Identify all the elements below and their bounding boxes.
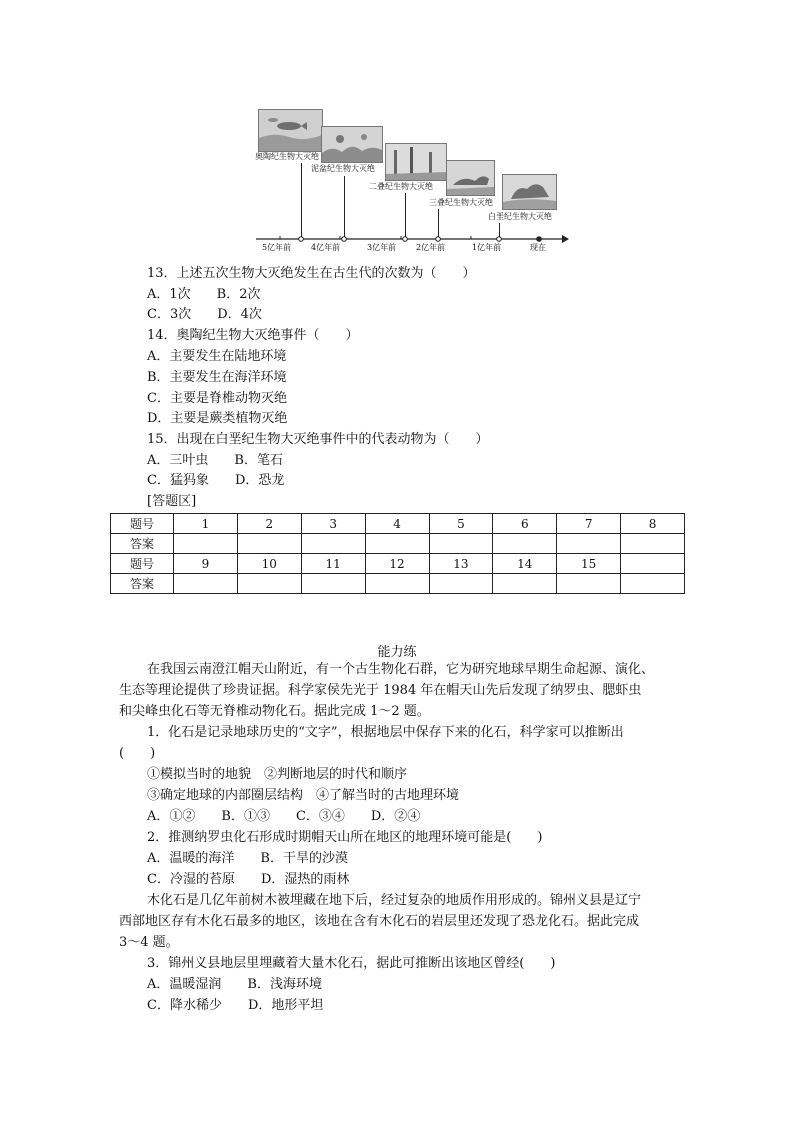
question-number-cell: 8 bbox=[621, 514, 685, 534]
question-1-items-12: ①模拟当时的地貌 ②判断地层的时代和顺序 bbox=[147, 767, 408, 782]
answer-cell[interactable] bbox=[621, 534, 685, 554]
question-1-paren: ( ) bbox=[119, 746, 156, 761]
question-14-option-d: D．主要是蕨类植物灭绝 bbox=[147, 411, 288, 426]
question-number-cell: 4 bbox=[365, 514, 429, 534]
passage-1-line: 和尖峰虫化石等无脊椎动物化石。据此完成 1～2 题。 bbox=[119, 704, 430, 719]
answer-cell[interactable] bbox=[301, 574, 365, 594]
question-number-cell: 9 bbox=[174, 554, 238, 574]
passage-2-line: 3～4 题。 bbox=[119, 935, 179, 950]
cretaceous-dinosaur-picture bbox=[502, 174, 557, 210]
event-label-permian: 二叠纪生物大灭绝 bbox=[369, 182, 433, 191]
answer-cell[interactable] bbox=[429, 534, 493, 554]
question-15-stem: 15．出现在白垩纪生物大灭绝事件中的代表动物为（ ） bbox=[147, 432, 489, 447]
answer-cell[interactable] bbox=[557, 574, 621, 594]
row-label-number: 题号 bbox=[111, 554, 174, 574]
event-label-triassic: 三叠纪生物大灭绝 bbox=[429, 198, 493, 207]
answer-cell[interactable] bbox=[174, 534, 238, 554]
question-number-cell: 6 bbox=[493, 514, 557, 534]
question-number-cell: 11 bbox=[301, 554, 365, 574]
event-label-ordovician: 奥陶纪生物大灭绝 bbox=[255, 152, 319, 161]
question-15-options-cd: C．猛犸象 D．恐龙 bbox=[147, 473, 285, 488]
question-2-options-cd: C．冷湿的苔原 D．湿热的雨林 bbox=[147, 872, 350, 887]
permian-forest-picture bbox=[385, 143, 447, 181]
table-row bbox=[111, 514, 685, 534]
tick-label: 1亿年前 bbox=[472, 243, 502, 252]
answer-cell[interactable] bbox=[365, 574, 429, 594]
question-13-options-cd: C．3次 D．4次 bbox=[147, 307, 262, 322]
table-row bbox=[111, 534, 685, 554]
question-number-cell: 14 bbox=[493, 554, 557, 574]
row-label-number: 题号 bbox=[111, 514, 174, 534]
event-label-devonian: 泥盆纪生物大灭绝 bbox=[311, 164, 375, 173]
question-number-cell: 12 bbox=[365, 554, 429, 574]
answer-cell[interactable] bbox=[237, 534, 301, 554]
answer-cell[interactable] bbox=[493, 574, 557, 594]
question-2-options-ab: A．温暖的海洋 B．干旱的沙漠 bbox=[147, 851, 348, 866]
question-14-stem: 14．奥陶纪生物大灭绝事件（ ） bbox=[147, 328, 359, 343]
row-label-answer: 答案 bbox=[111, 574, 174, 594]
question-number-cell: 15 bbox=[557, 554, 621, 574]
table-row bbox=[111, 554, 685, 574]
answer-cell[interactable] bbox=[429, 574, 493, 594]
tick-label: 现在 bbox=[530, 243, 546, 252]
table-row bbox=[111, 574, 685, 594]
question-3-options-cd: C．降水稀少 D．地形平坦 bbox=[147, 998, 324, 1013]
answer-cell[interactable] bbox=[365, 534, 429, 554]
event-stem-devonian bbox=[344, 176, 345, 238]
tick-label: 4亿年前 bbox=[311, 243, 341, 252]
question-1-stem: 1．化石是记录地球历史的“文字”，根据地层中保存下来的化石，科学家可以推断出 bbox=[147, 725, 624, 740]
question-number-cell: 1 bbox=[174, 514, 238, 534]
answer-area-label: [答题区] bbox=[147, 494, 197, 509]
question-number-cell: 2 bbox=[237, 514, 301, 534]
question-13-stem: 13．上述五次生物大灭绝发生在古生代的次数为（ ） bbox=[147, 266, 476, 281]
timeline-axis bbox=[250, 232, 570, 246]
answer-cell[interactable] bbox=[493, 534, 557, 554]
section-title: 能力练 bbox=[377, 645, 417, 660]
answer-cell[interactable] bbox=[174, 574, 238, 594]
question-1-choices: A．①② B．①③ C．③④ D．②④ bbox=[147, 809, 421, 824]
question-number-cell: 5 bbox=[429, 514, 493, 534]
tick-label: 2亿年前 bbox=[416, 243, 446, 252]
question-14-option-b: B．主要发生在海洋环境 bbox=[147, 370, 287, 385]
row-label-answer: 答案 bbox=[111, 534, 174, 554]
event-stem-ordovician bbox=[301, 163, 302, 238]
answer-cell[interactable] bbox=[557, 534, 621, 554]
question-3-options-ab: A．温暖湿润 B．浅海环境 bbox=[147, 977, 322, 992]
question-number-cell: 10 bbox=[237, 554, 301, 574]
question-3-stem: 3．锦州义县地层里埋藏着大量木化石，据此可推断出该地区曾经( ) bbox=[147, 956, 556, 971]
event-label-cretaceous: 白垩纪生物大灭绝 bbox=[488, 212, 552, 221]
question-13-options-ab: A．1次 B．2次 bbox=[147, 287, 261, 302]
passage-2-line: 西部地区存有木化石最多的地区，该地在含有木化石的岩层里还发现了恐龙化石。据此完成 bbox=[119, 914, 640, 929]
answer-cell[interactable] bbox=[301, 534, 365, 554]
passage-1-line: 在我国云南澄江帽天山附近，有一个古生物化石群，它为研究地球早期生命起源、演化、 bbox=[147, 662, 655, 677]
passage-1-line: 生态等理论提供了珍贵证据。科学家侯先光于 1984 年在帽天山先后发现了纳罗虫、腮虾虫 bbox=[119, 683, 642, 698]
answer-table bbox=[110, 513, 685, 594]
devonian-reef-picture bbox=[321, 126, 383, 163]
question-number-cell bbox=[621, 554, 685, 574]
question-15-options-ab: A．三叶虫 B．笔石 bbox=[147, 453, 283, 468]
question-14-option-c: C．主要是脊椎动物灭绝 bbox=[147, 391, 287, 406]
ordovician-sea-picture bbox=[258, 109, 323, 152]
triassic-reptile-picture bbox=[446, 160, 495, 196]
answer-cell[interactable] bbox=[621, 574, 685, 594]
question-1-items-34: ③确定地球的内部圈层结构 ④了解当时的古地理环境 bbox=[147, 788, 460, 803]
question-number-cell: 3 bbox=[301, 514, 365, 534]
passage-2-line: 木化石是几亿年前树木被埋藏在地下后，经过复杂的地质作用形成的。锦州义县是辽宁 bbox=[147, 893, 642, 908]
question-number-cell: 13 bbox=[429, 554, 493, 574]
question-2-stem: 2．推测纳罗虫化石形成时期帽天山所在地区的地理环境可能是( ) bbox=[147, 830, 543, 845]
tick-label: 3亿年前 bbox=[367, 243, 397, 252]
tick-label: 5亿年前 bbox=[262, 243, 292, 252]
answer-cell[interactable] bbox=[237, 574, 301, 594]
question-14-option-a: A．主要发生在陆地环境 bbox=[147, 349, 287, 364]
question-number-cell: 7 bbox=[557, 514, 621, 534]
